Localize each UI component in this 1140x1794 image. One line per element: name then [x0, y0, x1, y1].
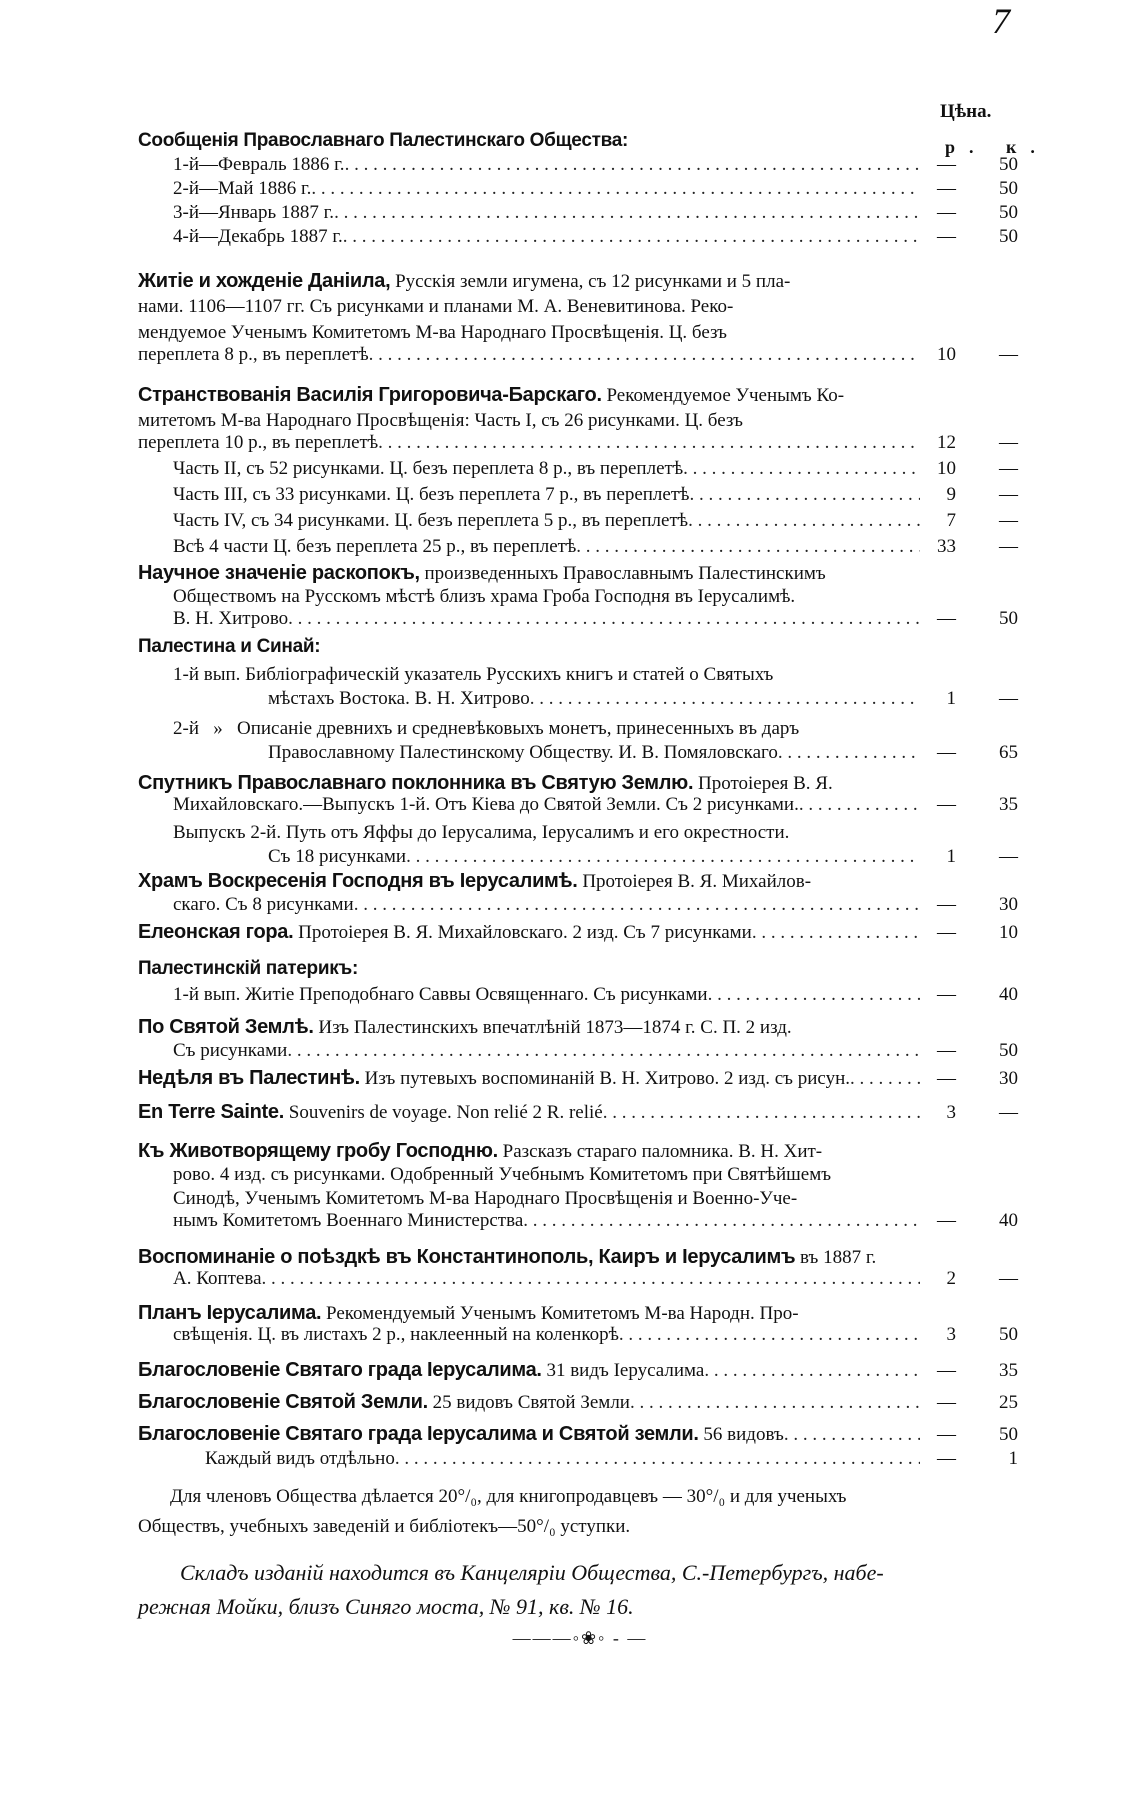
- section-title: Сообщенія Православнаго Палестинскаго Общества:: [138, 130, 629, 151]
- list-item: 2-й—Май 1886 г. . . . — 50: [173, 174, 1018, 202]
- entry-line: Синодѣ, Ученымъ Комитетомъ М-ва Народнаго Просвѣщенія и Военно-Уче-: [173, 1188, 798, 1209]
- list-item: Съ рисунками . . . — 50: [173, 1036, 1018, 1064]
- entry-title: Воспоминаніе о поѣздкѣ въ Константинополь, Каиръ и Іерусалимъ: [138, 1246, 796, 1268]
- entry-line: 2-й » Описаніе древнихъ и средневѣковыхъ монетъ, принесенныхъ въ даръ: [173, 718, 800, 739]
- list-item: Часть IV, съ 34 рисунками. Ц. безъ переплета 5 р., въ переплетѣ . . . 7 —: [173, 506, 1018, 534]
- list-item: А. Коптева . . . 2 —: [173, 1264, 1018, 1292]
- list-item: мѣстахъ Востока. В. Н. Хитрово . . . 1 —: [268, 684, 1018, 712]
- list-item: Елеонская гора. Протоіерея В. Я. Михайловскаго. 2 изд. Съ 7 рисунками . . . — 10: [138, 918, 1018, 946]
- entry-title: Къ Животворящему гробу Господню.: [138, 1140, 498, 1162]
- list-item: Православному Палестинскому Обществу. И. В. Помяловскаго . . . — 65: [268, 738, 1018, 766]
- list-item: Недѣля въ Палестинѣ. Изъ путевыхъ воспоминаній В. Н. Хитрово. 2 изд. съ рисун. . . . — 30: [138, 1064, 1018, 1092]
- list-item: 3-й—Январь 1887 г. . . . — 50: [173, 198, 1018, 226]
- list-item: Благословеніе Святой Земли. 25 видовъ Святой Земли . . . — 25: [138, 1388, 1018, 1416]
- entry-line: митетомъ М-ва Народнаго Просвѣщенія: Часть I, съ 26 рисунками. Ц. безъ: [138, 410, 743, 431]
- entry-line: мендуемое Ученымъ Комитетомъ М-ва Народнаго Просвѣщенія. Ц. безъ: [138, 322, 728, 343]
- entry-line: Обществомъ на Русскомъ мѣстѣ близъ храма Гроба Господня въ Іерусалимѣ.: [173, 586, 796, 607]
- entry-line: Научное значеніе раскопокъ, произведенныхъ Православнымъ Палестинскимъ: [138, 562, 826, 584]
- list-item: 1-й вып. Житіе Преподобнаго Саввы Освященнаго. Съ рисунками . . . — 40: [173, 980, 1018, 1008]
- entry-line: Житіе и хожденіе Даніила, Русскія земли игумена, съ 12 рисунками и 5 пла-: [138, 270, 791, 292]
- entry-title: Странствованія Василія Григоровича-Барскаго.: [138, 384, 602, 406]
- list-item: 1-й—Февраль 1886 г. . . . — 50: [173, 150, 1018, 178]
- entry-title: Планъ Іерусалима.: [138, 1302, 322, 1324]
- entry-title: Недѣля въ Палестинѣ.: [138, 1067, 360, 1089]
- rk-header: р. к.: [945, 137, 1049, 157]
- entry-title: По Святой Землѣ.: [138, 1016, 314, 1038]
- entry-line: По Святой Землѣ. Изъ Палестинскихъ впечатлѣній 1873—1874 г. С. П. 2 изд.: [138, 1016, 792, 1038]
- section-title: Палестинскій патерикъ:: [138, 958, 358, 979]
- entry-title: Елеонская гора.: [138, 921, 294, 943]
- entry-line: 1-й вып. Библіографическій указатель Русскихъ книгъ и статей о Святыхъ: [173, 664, 774, 685]
- entry-title: Житіе и хожденіе Даніила,: [138, 270, 391, 292]
- entry-title: Храмъ Воскресенія Господня въ Іерусалимѣ.: [138, 870, 578, 892]
- list-item: свѣщенія. Ц. въ листахъ 2 р., наклеенный на коленкорѣ . . . 3 50: [173, 1320, 1018, 1348]
- list-item: Михайловскаго.—Выпускъ 1-й. Отъ Кіева до Святой Земли. Съ 2 рисунками. . . . — 35: [173, 790, 1018, 818]
- discount-note: Для членовъ Общества дѣлается 20°/₀, для книгопродавцевъ — 30°/₀ и для ученыхъ Обществъ, учебныхъ заведеній и библіотекъ—50°/₀ уступки.: [138, 1486, 847, 1537]
- list-item: Съ 18 рисунками . . . 1 —: [268, 842, 1018, 870]
- price-header: Цѣна.: [940, 101, 992, 122]
- entry-line: нами. 1106—1107 гг. Съ рисунками и планами М. А. Веневитинова. Реко-: [138, 296, 734, 317]
- list-item: переплета 8 р., въ переплетѣ . . . 10 —: [138, 340, 1018, 368]
- entry-line: Храмъ Воскресенія Господня въ Іерусалимѣ. Протоіерея В. Я. Михайлов-: [138, 870, 812, 892]
- entry-line: Планъ Іерусалима. Рекомендуемый Ученымъ Комитетомъ М-ва Народн. Про-: [138, 1302, 799, 1324]
- entry-line: рово. 4 изд. съ рисунками. Одобренный Учебнымъ Комитетомъ при Святѣйшемъ: [173, 1164, 832, 1185]
- entry-title: Благословеніе Святаго града Іерусалима и Святой земли.: [138, 1423, 699, 1445]
- entry-title: En Terre Sainte.: [138, 1101, 284, 1123]
- list-item: В. Н. Хитрово . . . — 50: [173, 604, 1018, 632]
- list-item: нымъ Комитетомъ Военнаго Министерства . . . — 40: [173, 1206, 1018, 1234]
- entry-line: Къ Животворящему гробу Господню. Разсказъ стараго паломника. В. Н. Хит-: [138, 1140, 823, 1162]
- entry-line: Странствованія Василія Григоровича-Барскаго. Рекомендуемое Ученымъ Ко-: [138, 384, 845, 406]
- entry-title: Научное значеніе раскопокъ,: [138, 562, 420, 584]
- entry-line: Воспоминаніе о поѣздкѣ въ Константинополь, Каиръ и Іерусалимъ въ 1887 г.: [138, 1246, 877, 1268]
- entry-title: Спутникъ Православнаго поклонника въ Святую Землю.: [138, 772, 694, 794]
- list-item: Каждый видъ отдѣльно . . . — 1: [205, 1444, 1018, 1472]
- section-title: Палестина и Синай:: [138, 636, 321, 657]
- list-item: переплета 10 р., въ переплетѣ . . . 12 —: [138, 428, 1018, 456]
- list-item: Всѣ 4 части Ц. безъ переплета 25 р., въ переплетѣ . . . 33 —: [173, 532, 1018, 560]
- ornament-divider: ———◦❀◦ - —: [512, 1628, 648, 1648]
- list-item: En Terre Sainte. Souvenirs de voyage. Non relié 2 R. relié . . . 3 —: [138, 1098, 1018, 1126]
- entry-line: Спутникъ Православнаго поклонника въ Святую Землю. Протоіерея В. Я.: [138, 772, 833, 794]
- footer-address: Складъ изданій находится въ Канцеляріи Общества, С.-Петербургъ, набе- режная Мойки, близъ Синяго моста, № 91, кв. № 16.: [138, 1560, 884, 1619]
- list-item: Часть II, съ 52 рисунками. Ц. безъ переплета 8 р., въ переплетѣ . . . 10 —: [173, 454, 1018, 482]
- entry-line: Выпускъ 2-й. Путь отъ Яффы до Іерусалима, Іерусалимъ и его окрестности.: [173, 822, 790, 843]
- list-item: Благословеніе Святаго града Іерусалима. 31 видъ Іерусалима . . . — 35: [138, 1356, 1018, 1384]
- entry-title: Благословеніе Святой Земли.: [138, 1391, 428, 1413]
- list-item: скаго. Съ 8 рисунками . . . — 30: [173, 890, 1018, 918]
- list-item: Часть III, съ 33 рисунками. Ц. безъ переплета 7 р., въ переплетѣ . . . 9 —: [173, 480, 1018, 508]
- list-item: 4-й—Декабрь 1887 г. . . . — 50: [173, 222, 1018, 250]
- page-number: 7: [992, 1, 1010, 41]
- entry-title: Благословеніе Святаго града Іерусалима.: [138, 1359, 542, 1381]
- list-item: Благословеніе Святаго града Іерусалима и Святой земли. 56 видовъ . . . — 50: [138, 1420, 1018, 1448]
